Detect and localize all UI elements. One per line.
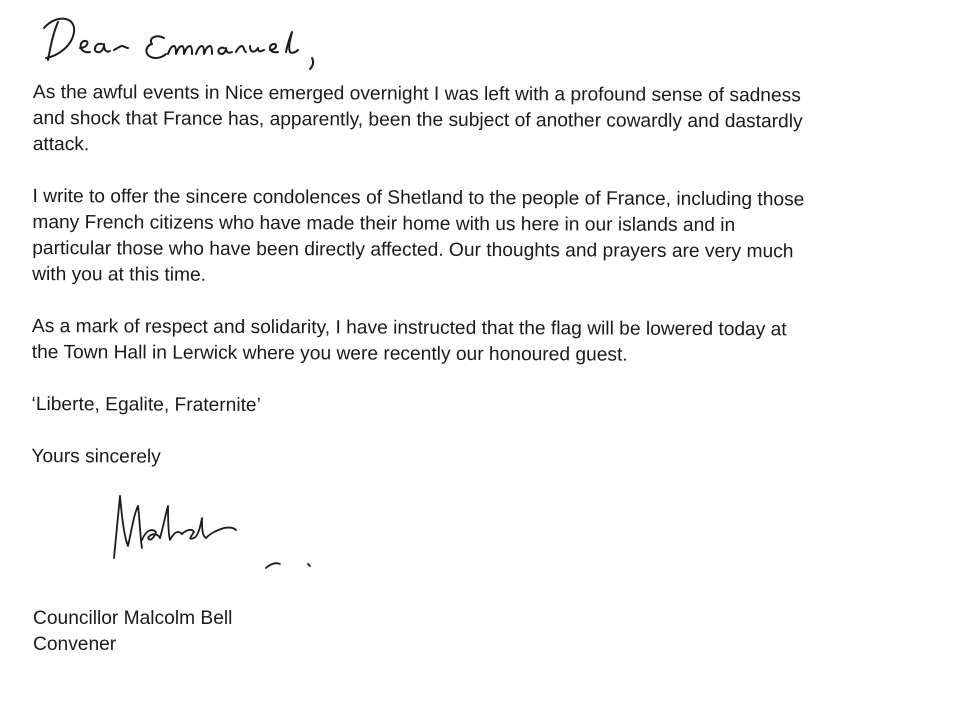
paragraph-1-line-1: As the awful events in Nice emerged overnight I was left with a profound sense of sadness <box>32 81 801 107</box>
paragraph-spacer <box>31 418 956 448</box>
paragraph-1-line-3: attack. <box>32 133 90 156</box>
paragraph-2-line-2: many French citizens who have made their home with us here in our islands and in <box>32 211 736 237</box>
handwritten-salutation <box>30 8 350 78</box>
signature-text <box>338 488 339 489</box>
paragraph-2-line-4: with you at this time. <box>32 263 207 286</box>
letter-body <box>31 80 958 474</box>
signatory-name: Councillor Malcolm Bell <box>33 608 233 629</box>
closing: Yours sincerely <box>31 445 161 468</box>
paragraph-2-line-1: I write to offer the sincere condolences of Shetland to the people of France, including those <box>32 185 805 211</box>
paragraph-3-line-2: the Town Hall in Lerwick where you were recently our honoured guest. <box>31 341 628 366</box>
paragraph-spacer <box>33 158 958 188</box>
signatory-block <box>33 606 232 658</box>
paragraph-3-line-1: As a mark of respect and solidarity, I have instructed that the flag will be lowered today at <box>31 315 787 341</box>
paragraph-1-line-2: and shock that France has, apparently, been the subject of another cowardly and dastardly <box>32 107 803 133</box>
signature <box>108 488 338 578</box>
paragraph-spacer <box>32 288 957 318</box>
signatory-title: Convener <box>33 634 117 655</box>
signature-handwriting <box>108 488 338 578</box>
paragraph-2-line-3: particular those who have been directly affected. Our thoughts and prayers are very much <box>32 237 794 263</box>
paragraph-spacer <box>32 366 957 396</box>
salutation-handwriting <box>30 8 350 78</box>
motto: ‘Liberte, Egalite, Fraternite’ <box>31 393 261 416</box>
